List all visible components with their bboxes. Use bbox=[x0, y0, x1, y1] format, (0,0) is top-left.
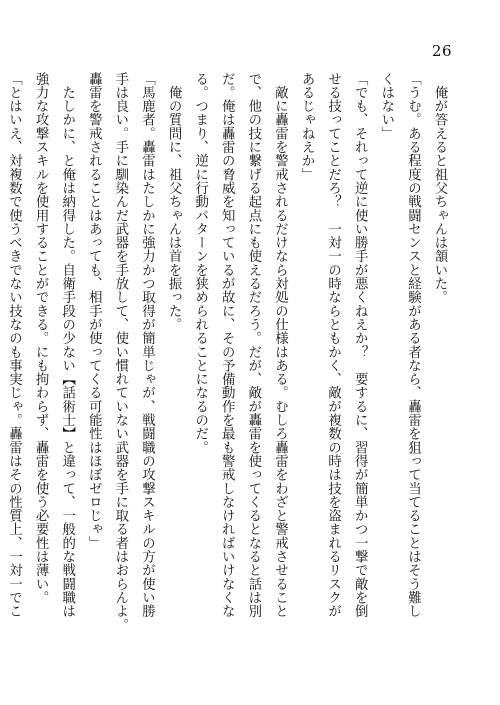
text-line: 手は良い。手に馴染んだ武器を手放して、使い慣れていない武器を手に取る者はおらんよ。 bbox=[112, 72, 128, 632]
text-line: 俺が答えると祖父ちゃんは頷いた。 bbox=[432, 72, 447, 305]
text-line: 強力な攻撃スキルを使用することができる。にも拘わらず、轟雷を使う必要性は薄い。 bbox=[33, 72, 49, 605]
text-line: くはない」 bbox=[378, 72, 394, 141]
text-line: る。つまり、逆に行動パターンを狭められることになるのだ。 bbox=[192, 72, 208, 455]
text-line: 敵に轟雷を警戒されるだけなら対処の仕様はある。むしろ轟雷をわざと警戒させること bbox=[272, 72, 288, 618]
text-line: 「うむ。ある程度の戦闘センスと経験がある者なら、轟雷を狙って当てることはそう難し bbox=[405, 72, 421, 618]
text-line: せる技ってことだろ？ 一対一の時ならともかく、敵が複数の時は技を盗まれるリスクが bbox=[325, 72, 341, 618]
text-line: 俺の質問に、祖父ちゃんは首を振った。 bbox=[166, 72, 182, 332]
novel-text-body bbox=[6, 72, 452, 657]
text-line: たしかに、と俺は納得した。自衛手段の少ない【話術士】と違って、一般的な戦闘職は bbox=[59, 72, 75, 618]
text-line: 「とはいえ、対複数で使うべきでない技なのも事実じゃ。轟雷はその性質上、一対一でこ bbox=[6, 72, 22, 618]
text-line: あるじゃねえか」 bbox=[299, 72, 315, 182]
text-line: だ。俺は轟雷の脅威を知っているが故に、その予備動作を最も警戒しなければいけなくな bbox=[219, 72, 235, 618]
text-line: で、他の技に繋げる起点にも使えるだろう。だが、敵が轟雷を使ってくるとなると話は別 bbox=[245, 72, 261, 618]
text-line: 「馬鹿者。轟雷はたしかに強力かつ取得が簡単じゃが、戦闘職の攻撃スキルの方が使い勝 bbox=[139, 72, 155, 618]
page-number: 26 bbox=[431, 42, 452, 60]
text-line: 轟雷を警戒されることはあっても、相手が使ってくる可能性はほぼゼロじゃ」 bbox=[86, 72, 102, 550]
text-line: 「でも、それって逆に使い勝手が悪くねえか？ 要するに、習得が簡単かつ一撃で敵を倒 bbox=[352, 72, 368, 618]
